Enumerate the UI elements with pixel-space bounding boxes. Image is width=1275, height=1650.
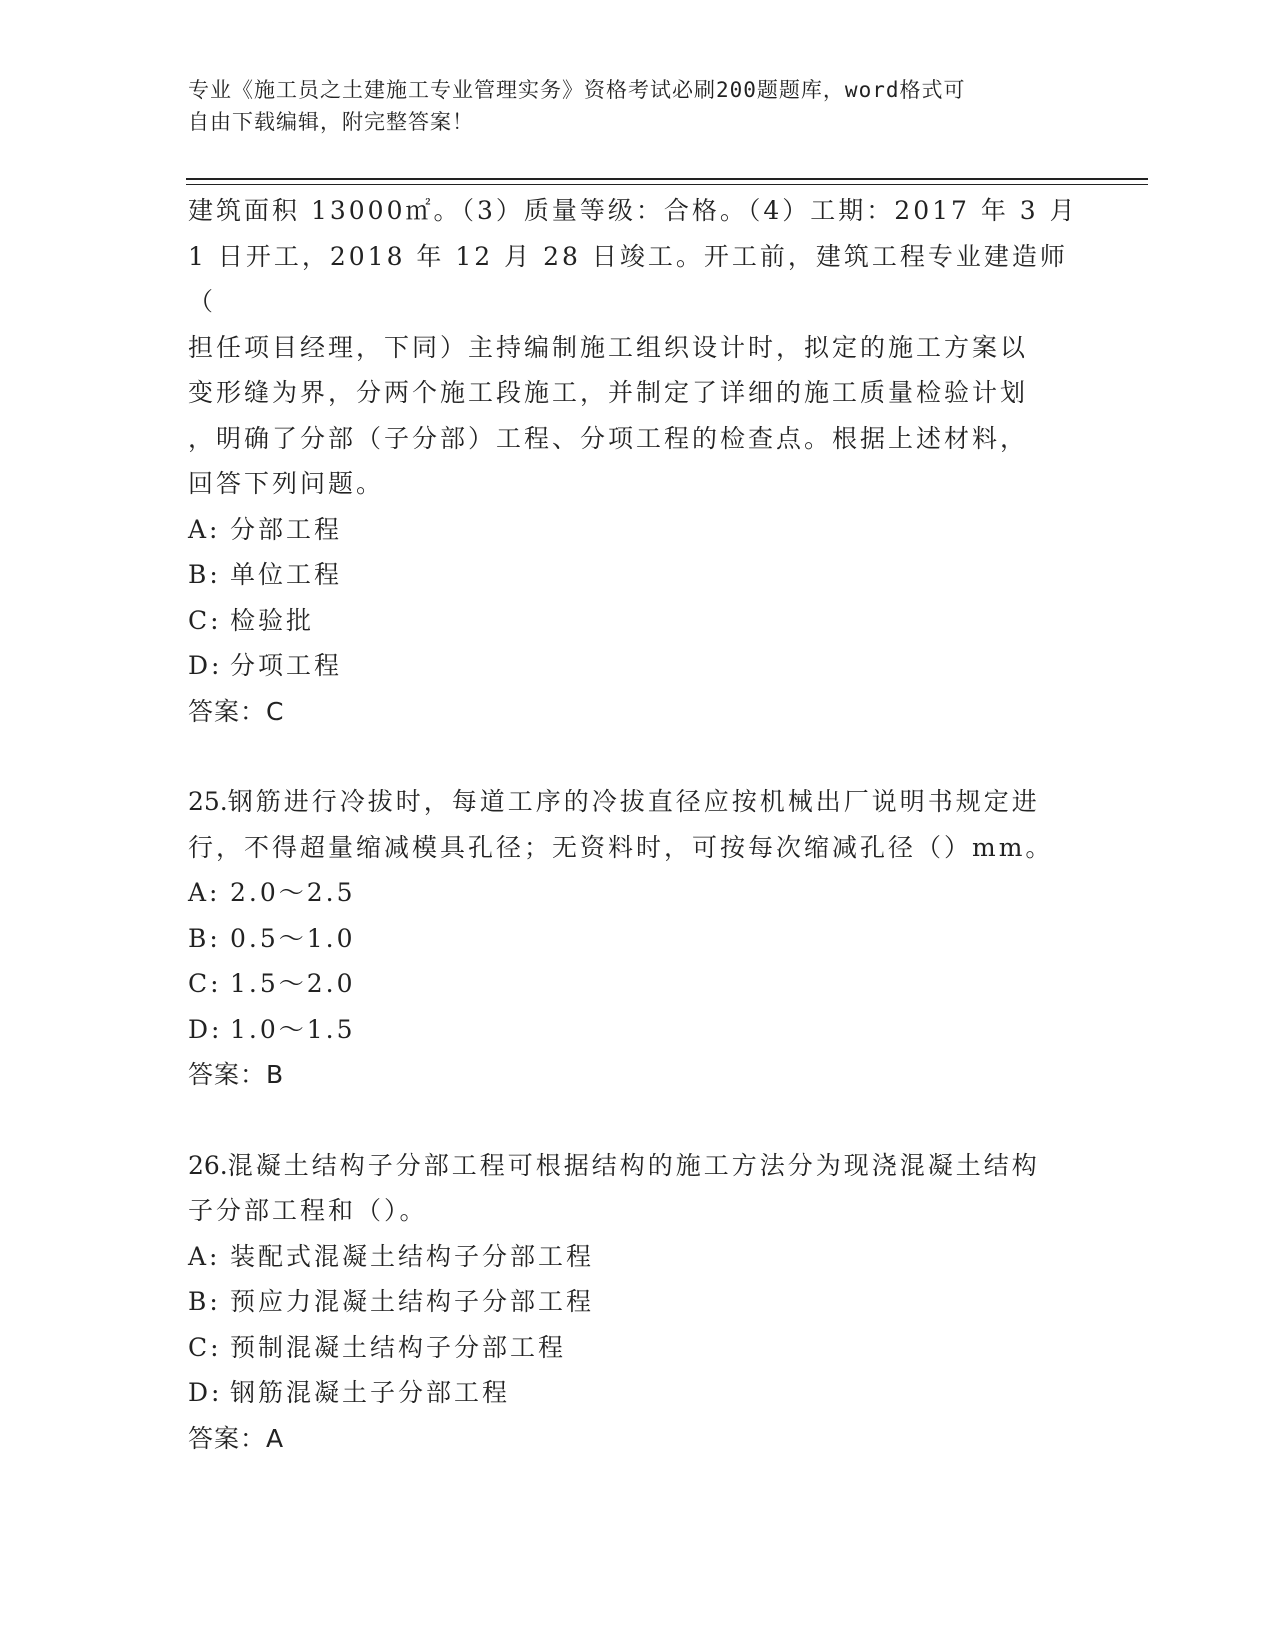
spacer <box>188 734 1078 779</box>
question-stem-line: 子分部工程和（）。 <box>188 1196 428 1225</box>
question-stem-line <box>188 779 1078 825</box>
question-list <box>188 188 1078 1461</box>
option-c <box>188 598 1078 644</box>
question-block <box>188 779 1078 1098</box>
option-d <box>188 1370 1078 1416</box>
option-text: 装配式混凝土结构子分部工程 <box>230 1241 595 1271</box>
question-stem-text: 钢筋进行冷拔时，每道工序的冷拔直径应按机械出厂说明书规定进 <box>227 787 1040 816</box>
option-c <box>188 961 1078 1007</box>
option-b <box>188 552 1078 598</box>
answer-line: 答案：B <box>188 1060 285 1089</box>
option-text: 预应力混凝土结构子分部工程 <box>230 1287 595 1316</box>
option-text: 钢筋混凝土子分部工程 <box>230 1378 511 1407</box>
option-a <box>188 507 1078 553</box>
question-block <box>188 188 1078 734</box>
document-header <box>188 74 1068 138</box>
question-number: 26. <box>188 1150 228 1180</box>
question-block <box>188 1143 1078 1462</box>
option-d <box>188 643 1078 689</box>
option-d <box>188 1007 1078 1053</box>
option-key: B: <box>188 560 221 589</box>
question-stem-line: ，明确了分部（子分部）工程、分项工程的检查点。根据上述材料， <box>188 423 1029 453</box>
option-text: 预制混凝土结构子分部工程 <box>230 1332 567 1362</box>
option-key: D: <box>188 1014 223 1044</box>
question-stem-text: 混凝土结构子分部工程可根据结构的施工方法分为现浇混凝土结构 <box>227 1150 1040 1180</box>
option-text: 分部工程 <box>230 514 343 544</box>
option-text: 分项工程 <box>230 651 343 680</box>
header-divider-thick <box>186 178 1148 180</box>
option-key: D: <box>188 1378 223 1407</box>
option-text: 1.0～1.5 <box>230 1014 356 1044</box>
option-key: D: <box>188 651 223 680</box>
option-text: 单位工程 <box>230 560 343 589</box>
option-a <box>188 1234 1078 1280</box>
option-b <box>188 1279 1078 1325</box>
answer-line: 答案：A <box>188 1423 285 1453</box>
question-stem-line: 回答下列问题。 <box>188 469 385 498</box>
option-key: B: <box>188 1287 221 1316</box>
option-key: B: <box>188 923 221 953</box>
option-text: 检验批 <box>230 605 315 635</box>
option-key: C: <box>188 605 222 635</box>
header-divider-thin <box>186 184 1148 185</box>
option-key: A: <box>188 878 221 907</box>
option-c <box>188 1325 1078 1371</box>
option-text: 1.5～2.0 <box>230 969 356 998</box>
question-stem-line <box>188 1143 1078 1189</box>
option-text: 2.0～2.5 <box>230 878 356 907</box>
spacer <box>188 1098 1078 1143</box>
question-stem-line: 变形缝为界，分两个施工段施工，并制定了详细的施工质量检验计划 <box>188 378 1029 407</box>
option-key: C: <box>188 1332 222 1362</box>
question-stem-line: 1 日开工，2018 年 12 月 28 日竣工。开工前，建筑工程专业建造师（ <box>188 241 1068 316</box>
option-a <box>188 870 1078 916</box>
option-b <box>188 916 1078 962</box>
option-key: C: <box>188 969 222 998</box>
option-key: A: <box>188 514 221 544</box>
header-line-2: 自由下载编辑，附完整答案！ <box>188 110 474 134</box>
answer-line: 答案：C <box>188 696 285 726</box>
question-number: 25. <box>188 787 228 816</box>
question-stem-line: 行，不得超量缩减模具孔径；无资料时，可按每次缩减孔径（）mm。 <box>188 832 1054 862</box>
question-stem-line: 建筑面积 13000㎡。（3）质量等级：合格。（4）工期：2017 年 3 月 <box>188 196 1078 225</box>
option-key: A: <box>188 1241 221 1271</box>
option-text: 0.5～1.0 <box>230 923 356 953</box>
question-stem-line: 担任项目经理，下同）主持编制施工组织设计时，拟定的施工方案以 <box>188 332 1029 362</box>
header-line-1: 专业《施工员之土建施工专业管理实务》资格考试必刷200题题库，word格式可 <box>188 78 966 102</box>
